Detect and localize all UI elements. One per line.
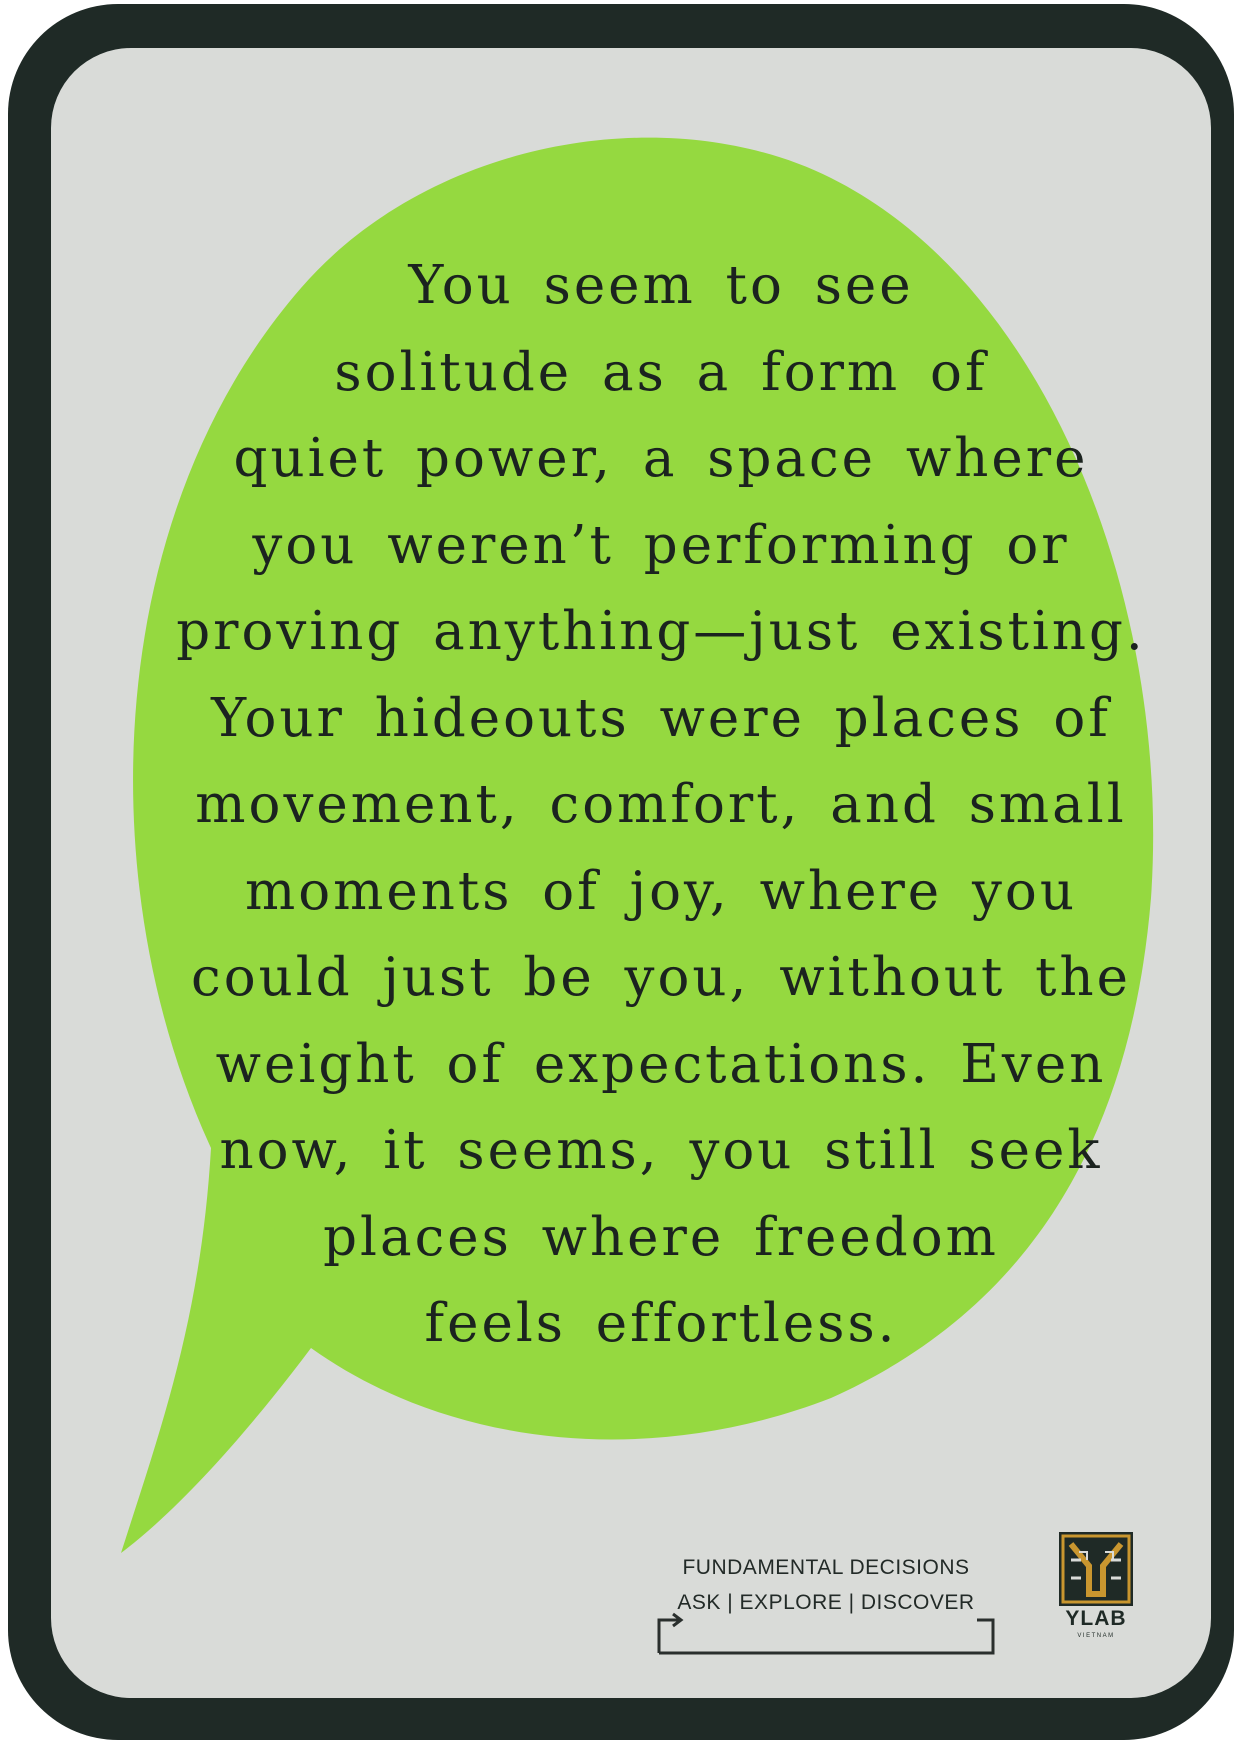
quote-line: feels effortless. [424,1293,898,1354]
quote-line: now, it seems, you still seek [219,1120,1103,1181]
footer-tagline [641,1556,1011,1656]
quote-text [161,243,1161,1368]
quote-line: moments of joy, where you [245,860,1077,922]
card-frame [8,4,1234,1740]
quote-line: you weren’t performing or [252,514,1070,576]
logo-name: YLAB [1065,1607,1127,1630]
quote-line: could just be you, without the [191,947,1131,1008]
quote-line: Your hideouts were places of [211,687,1111,749]
quote-line: solitude as a form of [334,341,988,403]
card-panel [51,48,1211,1698]
quote-line: movement, comfort, and small [195,774,1127,835]
tagline-subtitle: ASK | EXPLORE | DISCOVER [677,1591,975,1614]
ylab-logo-icon [1059,1532,1133,1606]
quote-line: quiet power, a space where [233,428,1089,489]
quote-line: You seem to see [408,255,914,316]
quote-line: proving anything—just existing. [176,601,1146,662]
logo-subtitle: VIETNAM [1077,1633,1115,1639]
ylab-logo [1051,1532,1141,1652]
tagline-title: FUNDAMENTAL DECISIONS [682,1556,970,1579]
quote-line: weight of expectations. Even [215,1033,1107,1095]
quote-line: places where freedom [323,1206,999,1268]
